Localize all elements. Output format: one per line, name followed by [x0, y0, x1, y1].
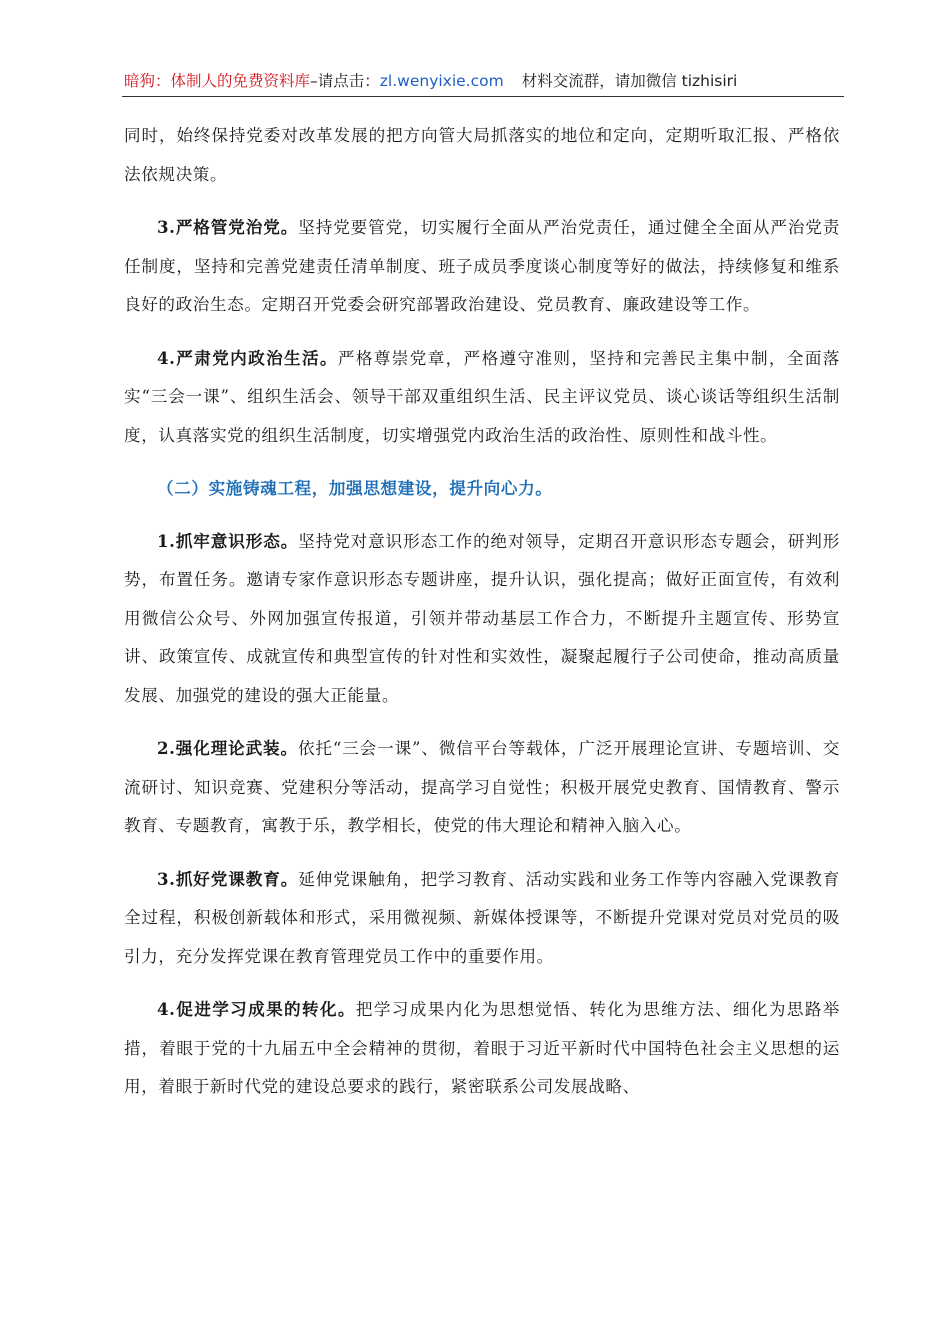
paragraph-ideology [124, 522, 840, 716]
header-link[interactable]: zl.wenyixie.com [379, 72, 504, 90]
paragraph-political-life [124, 339, 840, 456]
paragraph-lead: 3.严格管党治党。 [157, 217, 299, 237]
paragraph-text: 把学习成果内化为思想觉悟、转化为思维方法、细化为思路举措，着眼于党的十九届五中全会精神的贯彻，着眼于习近平新时代中国特色社会主义思想的运用，着眼于新时代党的建设总要求的践行，紧密联系公司发展战略、 [124, 1000, 840, 1096]
paragraph-lead: 2.强化理论武装。 [157, 738, 298, 758]
page-header [124, 68, 844, 94]
paragraph-continuation [124, 117, 840, 194]
paragraph-text: 坚持党要管党，切实履行全面从严治党责任，通过健全全面从严治党责任制度，坚持和完善党建责任清单制度、班子成员季度谈心制度等好的做法，持续修复和维系良好的政治生态。定期召开党委会研究部署政治建设、党员教育、廉政建设等工作。 [124, 218, 840, 314]
header-site-name: 暗狗：体制人的免费资料库 [124, 72, 311, 90]
section-heading: （二）实施铸魂工程，加强思想建设，提升向心力。 [157, 478, 553, 498]
paragraph-strict-party-governance [124, 208, 840, 325]
header-wechat-note: 材料交流群，请加微信 tizhisiri [521, 72, 738, 90]
paragraph-lead: 3.抓好党课教育。 [157, 868, 299, 889]
paragraph-text: 坚持党对意识形态工作的绝对领导，定期召开意识形态专题会，研判形势，布置任务。邀请专家作意识形态专题讲座，提升认识，强化提高；做好正面宣传，有效利用微信公众号、外网加强宣传报道，引领并带动基层工作合力，不断提升主题宣传、形势宣讲、政策宣传、成就宣传和典型宣传的针对性和实效性，凝聚起履行子公司使命，推动高质量发展、加强党的建设的强大正能量。 [124, 531, 840, 705]
header-divider [122, 96, 844, 97]
paragraph-lead: 4.严肃党内政治生活。 [157, 347, 338, 368]
paragraph-lead: 4.促进学习成果的转化。 [157, 999, 356, 1019]
document-body [124, 117, 840, 1107]
paragraph-party-lessons [124, 860, 840, 977]
header-click-prompt: –请点击： [310, 72, 380, 90]
paragraph-learning-outcomes [124, 990, 840, 1107]
paragraph-text: 严格尊崇党章，严格遵守准则，坚持和完善民主集中制，全面落实“三会一课”、组织生活会、领导干部双重组织生活、民主评议党员、谈心谈话等组织生活制度，认真落实党的组织生活制度，切实增强党内政治生活的政治性、原则性和战斗性。 [124, 348, 840, 445]
paragraph-lead: 1.抓牢意识形态。 [157, 530, 299, 551]
paragraph-text: 同时，始终保持党委对改革发展的把方向管大局抓落实的地位和定向，定期听取汇报、严格依法依规决策。 [124, 126, 840, 184]
paragraph-theory [124, 729, 840, 846]
paragraph-text: 延伸党课触角，把学习教育、活动实践和业务工作等内容融入党课教育全过程，积极创新载体和形式，采用微视频、新媒体授课等，不断提升党课对党员对党员的吸引力，充分发挥党课在教育管理党员工作中的重要作用。 [124, 869, 840, 966]
paragraph-text: 依托“三会一课”、微信平台等载体，广泛开展理论宣讲、专题培训、交流研讨、知识竞赛、党建积分等活动，提高学习自觉性；积极开展党史教育、国情教育、警示教育、专题教育，寓教于乐，教学相长，使党的伟大理论和精神入脑入心。 [124, 739, 840, 835]
